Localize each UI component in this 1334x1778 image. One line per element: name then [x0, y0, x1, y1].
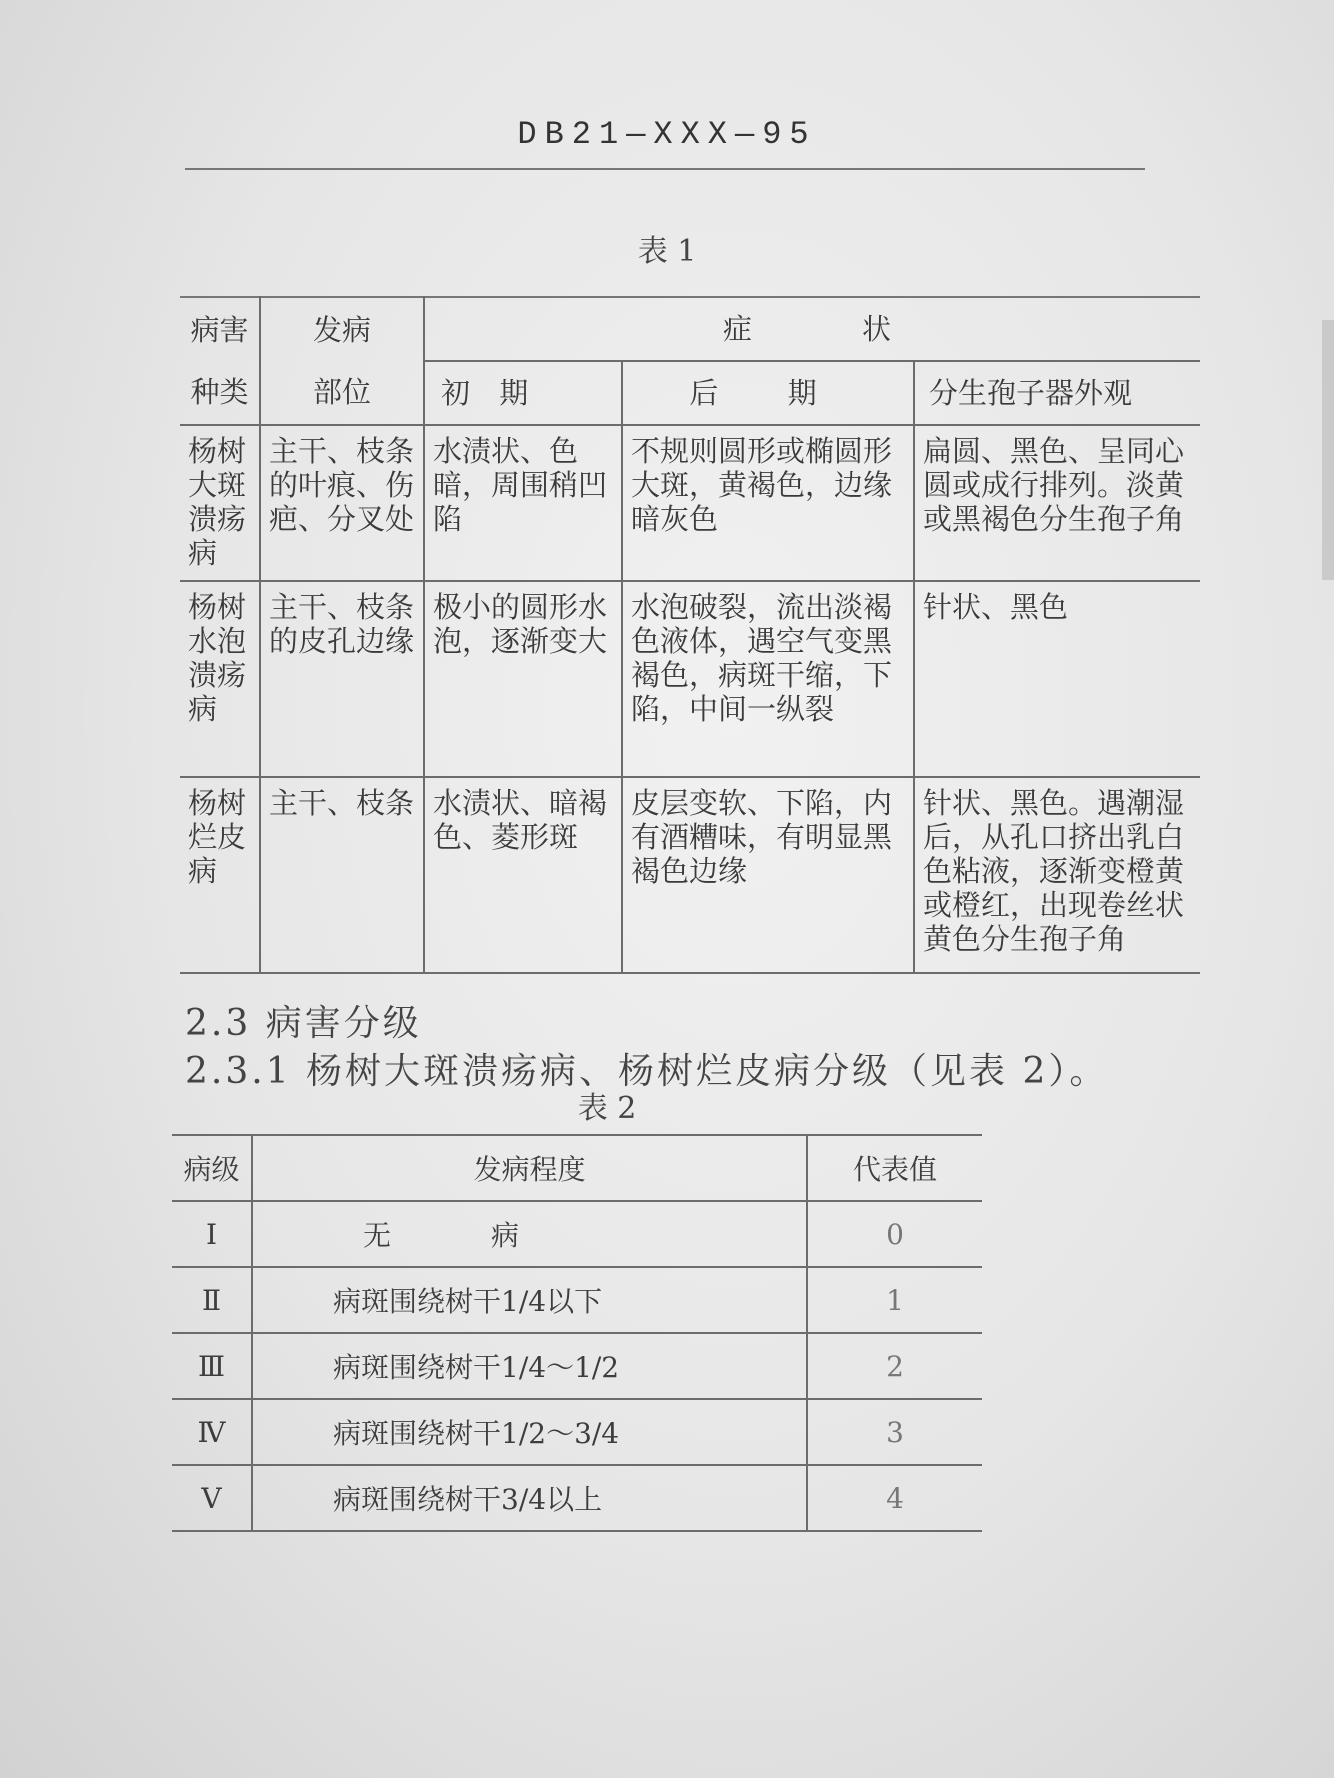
header-early-stage: 初 期: [424, 361, 622, 425]
header-late-stage: 后 期: [622, 361, 914, 425]
onset-site: 主干、枝条: [260, 777, 424, 973]
table-row: [172, 1267, 982, 1333]
table-row: [172, 1399, 982, 1465]
section-heading-2-3: 2.3 病害分级: [185, 1003, 422, 1044]
table-row: [180, 425, 1200, 581]
grade-cell: Ⅰ: [172, 1201, 252, 1267]
table-row: [172, 1333, 982, 1399]
disease-name: 杨树大斑溃疡病: [180, 425, 260, 581]
header-divider: [185, 168, 1145, 170]
early-symptom: 极小的圆形水泡，逐渐变大: [424, 581, 622, 777]
table2-caption: 表 2: [577, 1091, 637, 1126]
grade-cell: Ⅴ: [172, 1465, 252, 1531]
header-symptoms: 症状: [424, 297, 1200, 361]
onset-site: 主干、枝条的皮孔边缘: [260, 581, 424, 777]
value-cell: 2: [807, 1333, 982, 1399]
grade-cell: Ⅲ: [172, 1333, 252, 1399]
conidioma-appearance: 针状、黑色。遇潮湿后，从孔口挤出乳白色粘液，逐渐变橙黄或橙红，出现卷丝状黄色分生孢子角: [914, 777, 1200, 973]
degree-cell: 无病: [252, 1201, 807, 1267]
value-cell: 4: [807, 1465, 982, 1531]
degree-cell: 病斑围绕树干1/2～3/4: [252, 1399, 807, 1465]
conidioma-appearance: 扁圆、黑色、呈同心圆或成行排列。淡黄或黑褐色分生孢子角: [914, 425, 1200, 581]
disease-name: 杨树烂皮病: [180, 777, 260, 973]
disease-name: 杨树水泡溃疡病: [180, 581, 260, 777]
table-row: [172, 1201, 982, 1267]
early-symptom: 水渍状、暗褐色、菱形斑: [424, 777, 622, 973]
late-symptom: 不规则圆形或椭圆形大斑，黄褐色，边缘暗灰色: [622, 425, 914, 581]
late-symptom: 水泡破裂，流出淡褐色液体，遇空气变黑褐色，病斑干缩，下陷，中间一纵裂: [622, 581, 914, 777]
value-cell: 1: [807, 1267, 982, 1333]
header-onset-site: 发病 部位: [260, 297, 424, 425]
table-row: [172, 1465, 982, 1531]
early-symptom: 水渍状、色暗，周围稍凹陷: [424, 425, 622, 581]
table1-caption: 表 1: [637, 234, 697, 269]
header-degree: 发病程度: [252, 1135, 807, 1201]
header-disease-type: 病害 种类: [180, 297, 260, 425]
disease-grade-table: [172, 1134, 982, 1532]
header-conidioma: 分生孢子器外观: [914, 361, 1200, 425]
disease-symptom-table: [180, 296, 1200, 974]
grade-cell: Ⅳ: [172, 1399, 252, 1465]
standard-code: DB21—XXX—95: [517, 116, 817, 153]
grade-cell: Ⅱ: [172, 1267, 252, 1333]
table-row: [180, 581, 1200, 777]
late-symptom: 皮层变软、下陷，内有酒糟味，有明显黑褐色边缘: [622, 777, 914, 973]
onset-site: 主干、枝条的叶痕、伤疤、分叉处: [260, 425, 424, 581]
page-edge-shadow: [1322, 320, 1334, 580]
degree-cell: 病斑围绕树干1/4～1/2: [252, 1333, 807, 1399]
section-heading-2-3-1: 2.3.1 杨树大斑溃疡病、杨树烂皮病分级（见表 2）。: [185, 1051, 1109, 1092]
value-cell: 0: [807, 1201, 982, 1267]
degree-cell: 病斑围绕树干1/4以下: [252, 1267, 807, 1333]
header-grade: 病级: [172, 1135, 252, 1201]
value-cell: 3: [807, 1399, 982, 1465]
degree-cell: 病斑围绕树干3/4以上: [252, 1465, 807, 1531]
table-row: [180, 777, 1200, 973]
header-value: 代表值: [807, 1135, 982, 1201]
conidioma-appearance: 针状、黑色: [914, 581, 1200, 777]
